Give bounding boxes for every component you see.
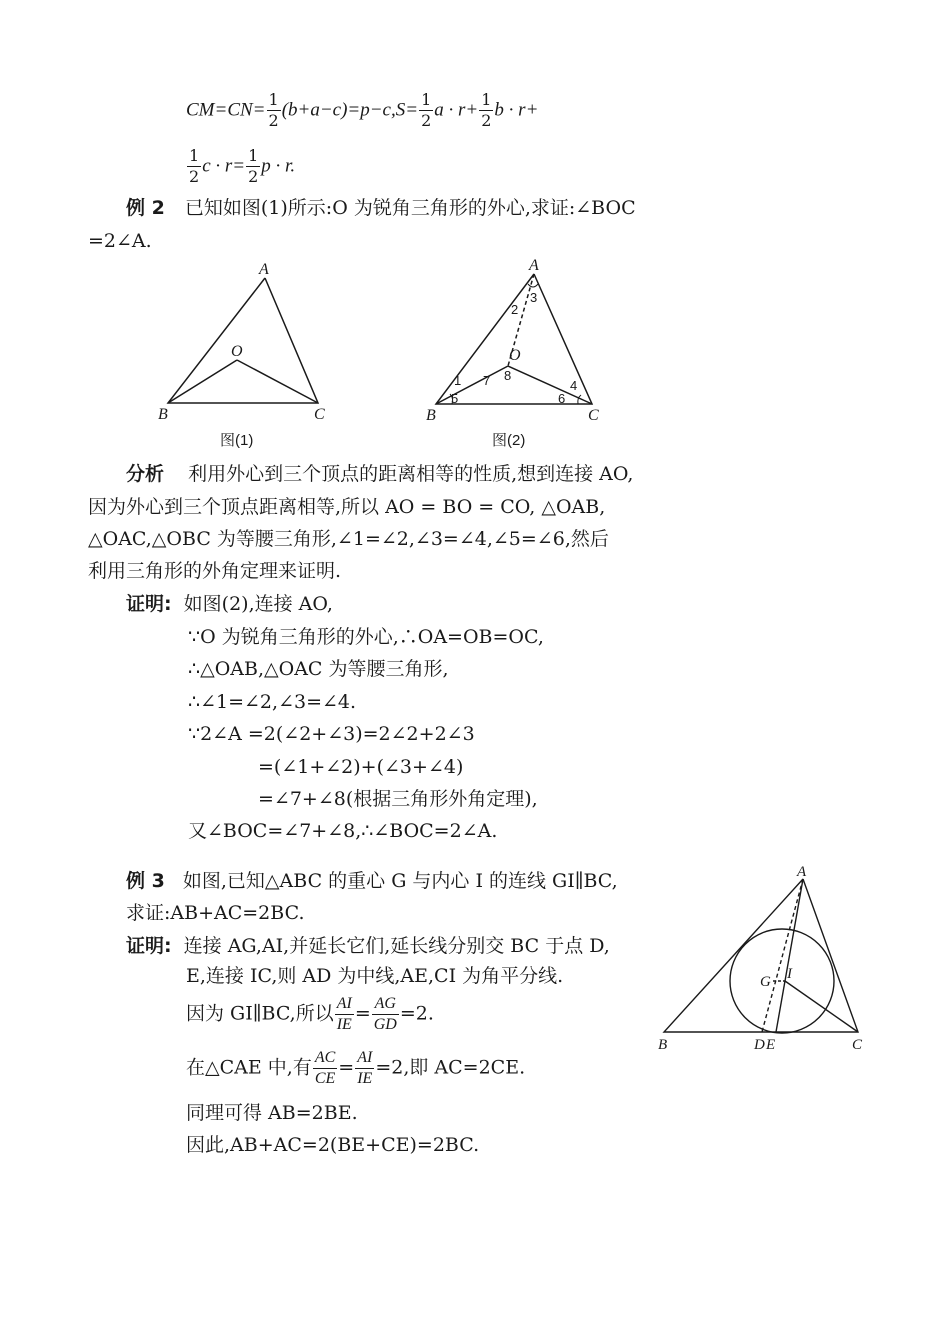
proof3-text: 连接 AG,AI,并延长它们,延长线分别交 BC 于点 D,: [183, 935, 610, 957]
vertex-b-label: B: [158, 406, 168, 423]
segment-ob: [436, 366, 508, 404]
fraction-ai-ie: $\frac{AI}{IE}$: [336, 995, 352, 1033]
proof3-text: 在△CAE 中,有: [186, 1056, 312, 1079]
analysis-line-3: △OAC,△OBC 为等腰三角形,∠1=∠2,∠3=∠4,∠5=∠6,然后: [88, 528, 609, 550]
proof2-line-1: [126, 592, 333, 616]
analysis-text: 利用外心到三个顶点的距离相等的性质,想到连接 AO,: [188, 463, 634, 485]
segment-oc: [508, 366, 592, 404]
fraction-half: $\frac{1}{2}$: [248, 146, 259, 186]
example2-statement: 已知如图(1)所示:O 为锐角三角形的外心,求证:∠BOC: [184, 197, 636, 219]
vertex-c-label: C: [314, 406, 325, 423]
angle-7-label: 7: [483, 373, 491, 388]
proof2-line-4: ∴∠1=∠2,∠3=∠4.: [188, 691, 357, 713]
point-e-label: E: [766, 1037, 776, 1053]
vertex-c-label: C: [588, 407, 599, 424]
fraction-half: $\frac{1}{2}$: [481, 90, 492, 130]
vertex-b-label: B: [658, 1037, 668, 1053]
point-o-label: O: [231, 343, 243, 360]
proof3-line-1: [126, 934, 610, 958]
fraction-half: $\frac{1}{2}$: [189, 146, 200, 186]
angle-6-label: 6: [558, 391, 566, 406]
proof2-line-3: ∴△OAB,△OAC 为等腰三角形,: [188, 658, 449, 680]
angle-5-label: 5: [451, 391, 459, 406]
figure-1-caption: 图(1): [220, 432, 254, 449]
proof2-label: 证明:: [126, 593, 172, 615]
bisector-ci: [785, 981, 858, 1032]
proof3-text: =2.: [399, 1002, 434, 1025]
figure-2-caption: 图(2): [492, 432, 526, 449]
equals-sign: =: [354, 1002, 371, 1025]
angle-2-label: 2: [511, 302, 519, 317]
point-i-label: I: [787, 966, 792, 982]
figure-3: [650, 862, 880, 1057]
example2-line-1: [126, 196, 636, 220]
analysis-line-4: 利用三角形的外角定理来证明.: [88, 560, 342, 582]
point-o-label: O: [509, 347, 521, 364]
angle-arc: [528, 284, 538, 287]
angle-3-label: 3: [530, 290, 538, 305]
formula-segment: CM=CN=: [186, 99, 266, 121]
analysis-line-2: 因为外心到三个顶点距离相等,所以 AO = BO = CO, △OAB,: [88, 496, 606, 518]
analysis-label: 分析: [126, 463, 165, 485]
proof3-line-2: E,连接 IC,则 AD 为中线,AE,CI 为角平分线.: [186, 965, 564, 987]
figure-3-lines: [664, 879, 858, 1033]
vertex-b-label: B: [426, 407, 436, 424]
formula-segment: (b+a−c)=p−c,S=: [281, 99, 419, 121]
proof2-line-2: ∵O 为锐角三角形的外心,∴OA=OB=OC,: [188, 626, 544, 648]
proof3-line-5: 同理可得 AB=2BE.: [186, 1102, 358, 1124]
vertex-a-label: A: [797, 864, 807, 880]
fraction-ag-gd: $\frac{AG}{GD}$: [373, 995, 397, 1033]
figure-2: [420, 252, 620, 457]
example3-label: 例 3: [126, 870, 165, 892]
bisector-ae: [776, 879, 803, 1032]
vertex-a-label: A: [529, 257, 539, 274]
example3-line-2: 求证:AB+AC=2BC.: [126, 902, 305, 924]
incircle: [730, 929, 834, 1033]
angle-4-label: 4: [570, 378, 578, 393]
formula-line-1: [186, 92, 538, 129]
proof3-text: =2,即 AC=2CE.: [375, 1056, 526, 1079]
fraction-half: $\frac{1}{2}$: [268, 90, 279, 130]
example2-line-2: =2∠A.: [88, 230, 152, 252]
formula-segment: b · r+: [494, 99, 539, 121]
formula-segment: p · r.: [261, 155, 296, 177]
proof2-line-7: =∠7+∠8(根据三角形外角定理),: [258, 788, 538, 810]
proof3-line-6: 因此,AB+AC=2(BE+CE)=2BC.: [186, 1134, 480, 1156]
proof3-label: 证明:: [126, 935, 172, 957]
formula-segment: a · r+: [434, 99, 479, 121]
triangle-abc: [664, 879, 858, 1032]
proof2-text: 如图(2),连接 AO,: [183, 593, 333, 615]
proof3-text: 因为 GI∥BC,所以: [186, 1002, 334, 1025]
segment-ob: [168, 360, 237, 403]
proof2-line-8: 又∠BOC=∠7+∠8,∴∠BOC=2∠A.: [188, 820, 498, 842]
fraction-ac-ce: $\frac{AC}{CE}$: [314, 1049, 336, 1087]
analysis-line-1: [126, 462, 633, 486]
proof3-line-3: [186, 996, 434, 1033]
proof2-line-5: ∵2∠A =2(∠2+∠3)=2∠2+2∠3: [188, 723, 475, 745]
example2-label: 例 2: [126, 197, 165, 219]
figure-1-lines: [168, 278, 318, 403]
triangle-abc: [168, 278, 318, 403]
vertex-c-label: C: [852, 1037, 863, 1053]
fraction-half: $\frac{1}{2}$: [421, 90, 432, 130]
segment-oc: [237, 360, 318, 403]
angle-8-label: 8: [504, 368, 512, 383]
point-g-label: G: [760, 974, 771, 990]
formula-line-2: [186, 148, 295, 185]
angle-1-label: 1: [454, 373, 462, 388]
proof2-line-6: =(∠1+∠2)+(∠3+∠4): [258, 756, 464, 778]
example3-statement: 如图,已知△ABC 的重心 G 与内心 I 的连线 GI∥BC,: [182, 870, 618, 892]
proof3-line-4: [186, 1050, 525, 1087]
example3-line-1: [126, 869, 618, 893]
equals-sign: =: [338, 1056, 355, 1079]
figure-1: [150, 255, 350, 455]
point-d-label: D: [754, 1037, 765, 1053]
vertex-a-label: A: [259, 261, 269, 278]
fraction-ai-ie: $\frac{AI}{IE}$: [357, 1049, 373, 1087]
formula-segment: c · r=: [202, 155, 246, 177]
